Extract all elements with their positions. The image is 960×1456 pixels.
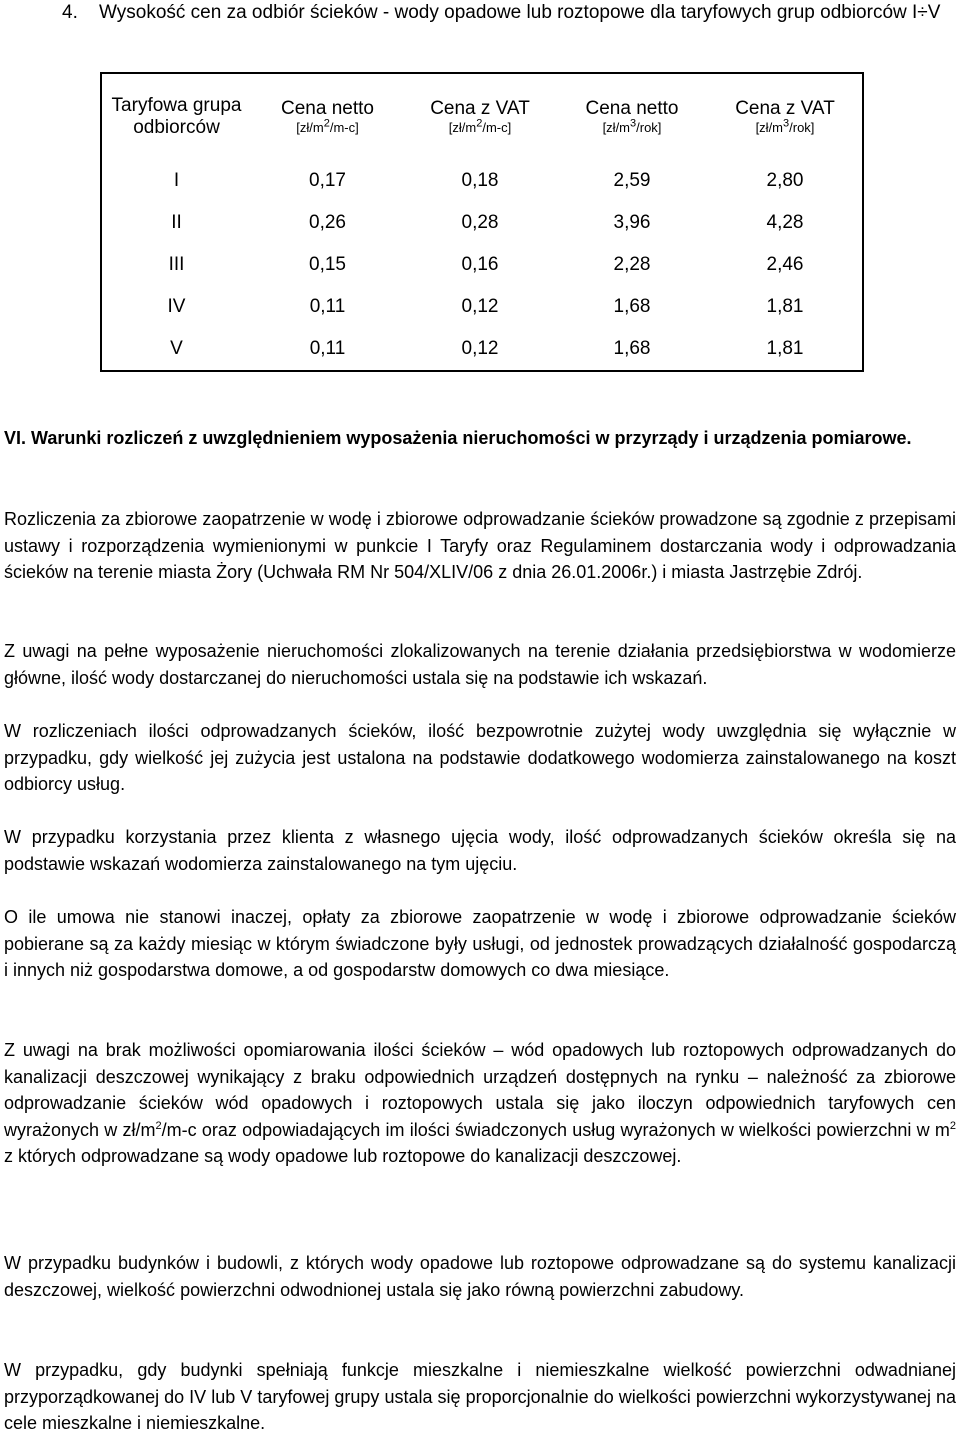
paragraph-main-meters: Z uwagi na pełne wyposażenie nieruchomości zlokalizowanych na terenie działania przedsiębiorstwa w wodomierze główne, ilość wody dostarczanej do nieruchomości ustala się na podstawie ich wskazań. [4, 641, 956, 688]
table-cell: 0,18 [461, 170, 499, 191]
table-cell: 3,96 [613, 212, 651, 233]
section-number: 4. [62, 2, 78, 23]
table-cell: 0,16 [461, 254, 499, 275]
section-6-heading: VI. Warunki rozliczeń z uwzględnieniem wyposażenia nieruchomości w przyrządy i urządzenia pomiarowe. [4, 428, 912, 448]
table-row [101, 244, 863, 286]
paragraph-building-area: W przypadku budynków i budowli, z których wody opadowe lub roztopowe odprowadzane są do systemu kanalizacji deszczowej, wielkość powierzchni odwodnionej ustala się jako równą powierzchni zabudowy. [4, 1253, 956, 1300]
paragraph-rainwater-charges: Z uwagi na brak możliwości opomiarowania ilości ścieków – wód opadowych lub roztopowych odprowadzanych do kanalizacji deszczowej wynikający z braku odpowiednich urządzeń dostępnych na rynku – należność za zbiorowe odprowadzanie ścieków wód opadowych i roztopowych ustala się jako iloczyn odpowiednich taryfowych cen wyrażonych w $zł/m^2/m-c$ oraz odpowiadających im ilości świadczonych usług wyrażonych w wielkości powierzchni w $m^2$ z których odprowadzane są wody opadowe lub roztopowe do kanalizacji deszczowej. [4, 1040, 956, 1166]
table-cell: 0,11 [309, 296, 346, 317]
table-cell: 0,28 [461, 212, 499, 233]
header-net-price-m3: Cena netto $[zł/m^3/rok]$ [585, 98, 679, 135]
table-cell: 4,28 [766, 212, 804, 233]
header-tariff-group: Taryfowa grupa odbiorców [111, 95, 242, 138]
header-vat-price-m2: Cena z VAT $[zł/m^2/m-c]$ [430, 98, 530, 135]
table-cell: 2,59 [613, 170, 651, 191]
section-title: Wysokość cen za odbiór ścieków - wody opadowe lub roztopowe dla taryfowych grup odbiorców I÷V [99, 2, 941, 23]
table-row [101, 328, 863, 371]
header-vat-price-m3: Cena z VAT $[zł/m^3/rok]$ [735, 98, 835, 135]
table-cell: III [168, 254, 185, 275]
table-cell: 1,81 [766, 296, 804, 317]
table-row [101, 160, 863, 202]
table-cell: 2,80 [766, 170, 804, 191]
table-cell: 0,12 [461, 296, 499, 317]
table-cell: 1,68 [613, 338, 651, 359]
paragraph-own-water-intake: W przypadku korzystania przez klienta z własnego ujęcia wody, ilość odprowadzanych ścieków określa się na podstawie wskazań wodomierza zainstalowanego na tym ujęciu. [4, 827, 956, 874]
table-row [101, 286, 863, 328]
table-cell: 2,46 [766, 254, 804, 275]
table-cell: 1,68 [613, 296, 651, 317]
table-cell: 0,17 [309, 170, 346, 191]
table-header-row [101, 73, 863, 160]
paragraph-billing-period: O ile umowa nie stanowi inaczej, opłaty za zbiorowe zaopatrzenie w wodę i zbiorowe odprowadzanie ścieków pobierane są za każdy miesiąc w którym świadczone były usługi, od jednostek prowadzących działalność gospodarczą i innych niż gospodarstwa domowe, a od gospodarstw domowych co dwa miesiące. [4, 907, 956, 980]
table-cell: V [170, 338, 183, 359]
table-cell: I [173, 170, 180, 191]
table-cell: 2,28 [613, 254, 651, 275]
table-cell: 1,81 [766, 338, 804, 359]
table-cell: II [171, 212, 182, 233]
tariff-price-table [100, 72, 864, 372]
table-cell: 0,11 [309, 338, 346, 359]
table-cell: 0,26 [309, 212, 346, 233]
table-cell: 0,15 [309, 254, 346, 275]
table-row [101, 202, 863, 244]
table-cell: IV [167, 296, 186, 317]
header-net-price-m2: Cena netto $[zł/m^2/m-c]$ [281, 98, 374, 135]
paragraph-mixed-use: W przypadku, gdy budynki spełniają funkcje mieszkalne i niemieszkalne wielkość powierzchni odwadnianej przyporządkowanej do IV lub V taryfowej grupy ustala się proporcjonalnie do wielkości powierzchni wykorzystywanej na cele mieszkalne i niemieszkalne. [4, 1360, 956, 1433]
paragraph-settlement-rules: Rozliczenia za zbiorowe zaopatrzenie w wodę i zbiorowe odprowadzanie ścieków prowadzone są zgodnie z przepisami ustawy i rozporządzenia wymienionymi w punkcie I Taryfy oraz Regulaminem dostarczania wody i odprowadzania ścieków na terenie miasta Żory (Uchwała RM Nr 504/XLIV/06 z dnia 26.01.2006r.) i miasta Jastrzębie Zdrój. [4, 509, 956, 582]
paragraph-irrecoverable-water: W rozliczeniach ilości odprowadzanych ścieków, ilość bezpowrotnie zużytej wody uwzględnia się wyłącznie w przypadku, gdy wielkość jej zużycia jest ustalona na podstawie dodatkowego wodomierza zainstalowanego na koszt odbiorcy usług. [4, 721, 956, 794]
table-cell: 0,12 [461, 338, 499, 359]
